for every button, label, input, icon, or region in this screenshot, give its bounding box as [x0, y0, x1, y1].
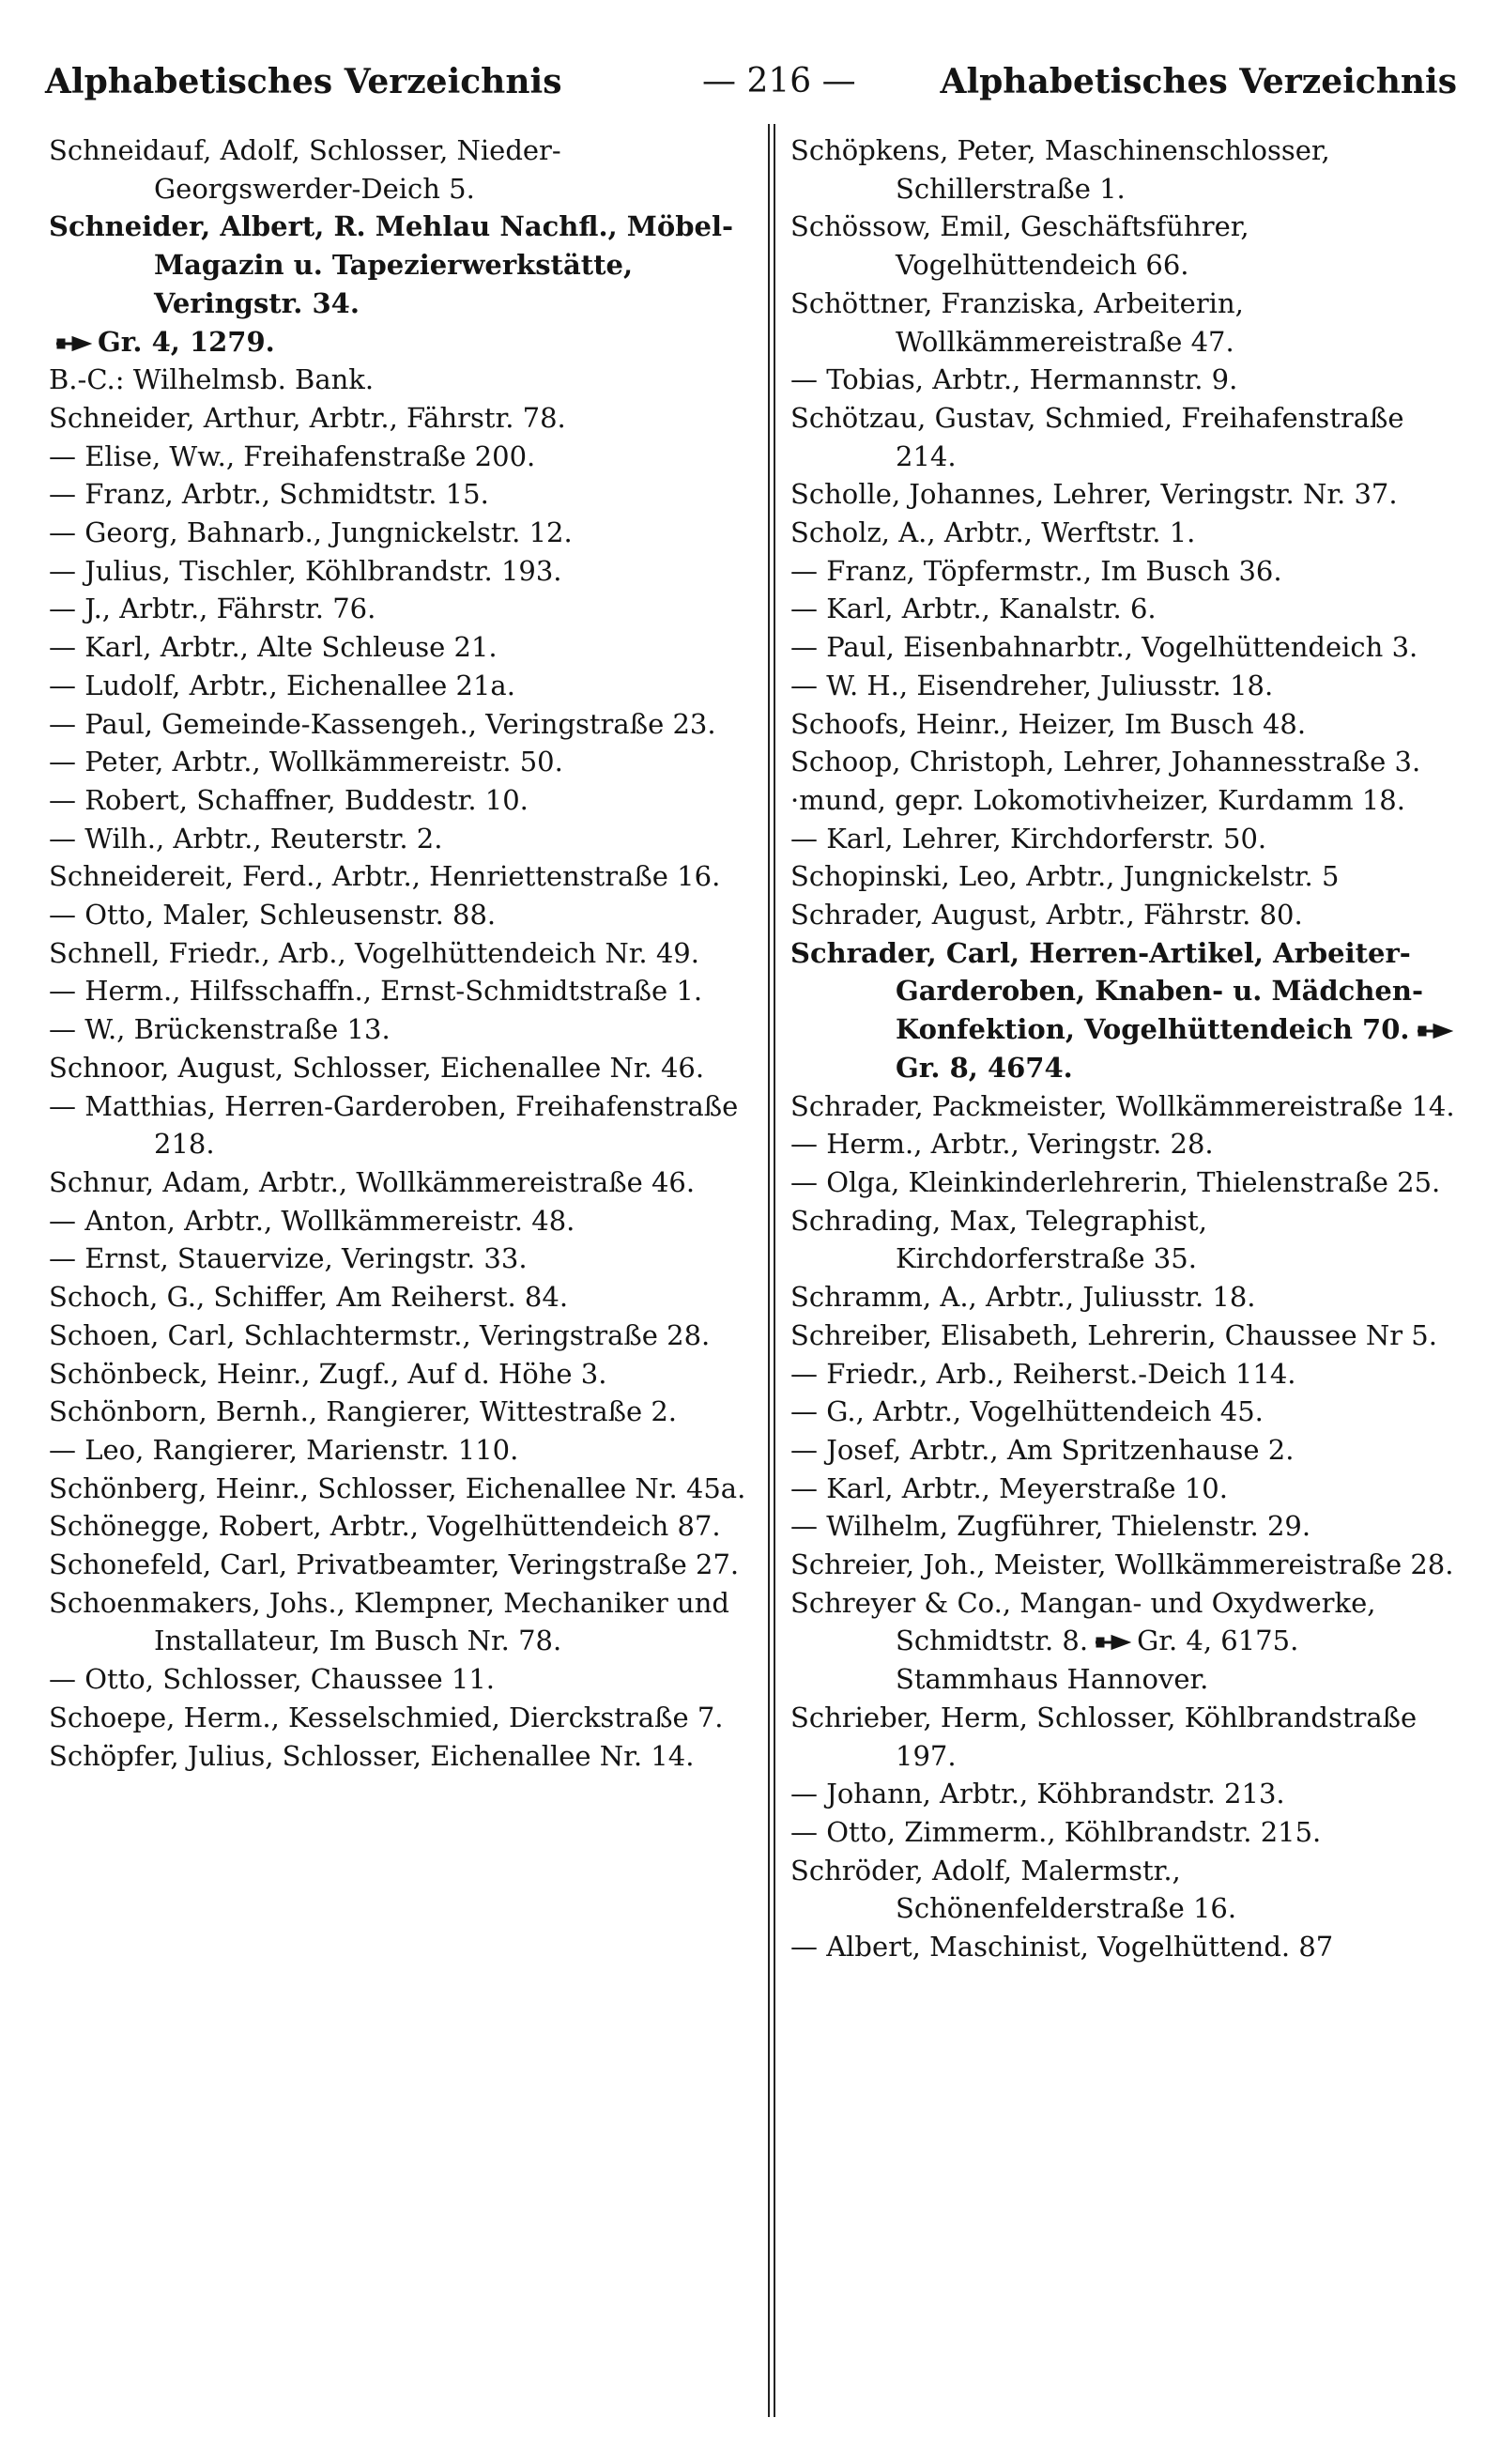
directory-entry — [790, 934, 1464, 1087]
entry-text: Schnoor, August, Schlosser, Eichenallee Nr. 46. — [49, 1051, 705, 1084]
directory-entry — [49, 361, 755, 399]
entry-text: Schreyer & Co., Mangan- und Oxydwerke, Schmidtstr. 8. — [790, 1586, 1376, 1657]
directory-entry — [49, 1546, 755, 1584]
entry-text: Schramm, A., Arbtr., Juliusstr. 18. — [790, 1281, 1256, 1314]
directory-entry — [790, 208, 1464, 284]
entry-text: Schoop, Christoph, Lehrer, Johannesstraße 3. — [790, 746, 1421, 778]
entry-text: — Josef, Arbtr., Am Spritzenhause 2. — [790, 1433, 1295, 1466]
directory-entry — [49, 208, 755, 322]
directory-entry — [49, 1355, 755, 1394]
directory-entry — [790, 1546, 1464, 1584]
directory-entry — [790, 1393, 1464, 1431]
directory-entry — [49, 781, 755, 820]
directory-entry — [790, 743, 1464, 781]
entry-text: Schoch, G., Schiffer, Am Reiherst. 84. — [49, 1281, 569, 1314]
entry-text: Schrader, August, Arbtr., Fährstr. 80. — [790, 899, 1303, 932]
entry-text: — G., Arbtr., Vogelhüttendeich 45. — [790, 1395, 1264, 1428]
entry-text: Schreier, Joh., Meister, Wollkämmereistraße 28. — [790, 1548, 1454, 1581]
directory-entry — [49, 1737, 755, 1776]
page-number: — 216 — — [702, 62, 856, 100]
entry-text: — Elise, Ww., Freihafenstraße 200. — [49, 439, 536, 472]
entry-text: Schrader, Carl, Herren-Artikel, Arbeiter-Garderoben, Knaben- u. Mädchen-Konfektion, Vogelhüttendeich 70. — [790, 936, 1423, 1046]
entry-text: B.-C.: Wilhelmsb. Bank. — [49, 363, 375, 396]
directory-entry — [790, 1813, 1464, 1852]
entry-text: — Herm., Arbtr., Veringstr. 28. — [790, 1128, 1214, 1161]
directory-entry — [790, 1584, 1464, 1699]
entry-text: Schneider, Arthur, Arbtr., Fährstr. 78. — [49, 401, 566, 434]
entry-text: Schnur, Adam, Arbtr., Wollkämmereistraße 46. — [49, 1165, 696, 1198]
entry-text: Schrader, Packmeister, Wollkämmereistraße 14. — [790, 1089, 1455, 1122]
directory-entry — [790, 1431, 1464, 1470]
entry-text: — Paul, Eisenbahnarbtr., Vogelhüttendeich 3. — [790, 631, 1418, 664]
directory-entry — [49, 667, 755, 705]
page-header — [45, 58, 1457, 105]
column-divider — [768, 124, 775, 2417]
directory-entry — [49, 323, 755, 362]
entry-text: — Franz, Arbtr., Schmidtstr. 15. — [49, 478, 489, 511]
entry-text: — Robert, Schaffner, Buddestr. 10. — [49, 783, 529, 816]
directory-entry — [49, 514, 755, 552]
directory-entry — [790, 1125, 1464, 1163]
entry-text: — Otto, Maler, Schleusenstr. 88. — [49, 899, 497, 932]
directory-entry — [49, 131, 755, 208]
entry-text: Schönegge, Robert, Arbtr., Vogelhüttendeich 87. — [49, 1510, 721, 1543]
directory-entry — [49, 1431, 755, 1470]
entry-text: — Leo, Rangierer, Marienstr. 110. — [49, 1433, 519, 1466]
entry-text: Schnell, Friedr., Arb., Vogelhüttendeich Nr. 49. — [49, 936, 699, 969]
entry-text: Schoofs, Heinr., Heizer, Im Busch 48. — [790, 707, 1307, 740]
directory-entry — [790, 514, 1464, 552]
entry-text: Schönborn, Bernh., Rangierer, Wittestraße 2. — [49, 1395, 678, 1428]
telephone-icon — [54, 335, 92, 352]
entry-text: Schöpkens, Peter, Maschinenschlosser, Schillerstraße 1. — [790, 134, 1330, 205]
entry-text: Schönbeck, Heinr., Zugf., Auf d. Höhe 3. — [49, 1357, 607, 1390]
directory-entry — [790, 1317, 1464, 1355]
entry-text: — Albert, Maschinist, Vogelhüttend. 87 — [790, 1931, 1334, 1964]
entry-text: — Ernst, Stauervize, Veringstr. 33. — [49, 1242, 528, 1275]
left-column — [49, 131, 755, 1775]
directory-entry — [790, 1278, 1464, 1317]
directory-entry — [790, 1355, 1464, 1394]
directory-entry — [790, 667, 1464, 705]
directory-entry — [790, 896, 1464, 934]
entry-text: — Olga, Kleinkinderlehrerin, Thielenstraße 25. — [790, 1165, 1441, 1198]
entry-text: — W., Brückenstraße 13. — [49, 1013, 391, 1046]
entry-text: Schreiber, Elisabeth, Lehrerin, Chaussee Nr 5. — [790, 1318, 1437, 1351]
entry-text: — Karl, Lehrer, Kirchdorferstr. 50. — [790, 822, 1267, 855]
entry-text: — Ludolf, Arbtr., Eichenallee 21a. — [49, 669, 515, 701]
right-column — [790, 131, 1464, 1966]
entry-text: — Wilh., Arbtr., Reuterstr. 2. — [49, 822, 443, 855]
entry-text: — Tobias, Arbtr., Hermannstr. 9. — [790, 363, 1238, 396]
entry-text: Schönberg, Heinr., Schlosser, Eichenallee Nr. 45a. — [49, 1471, 746, 1504]
directory-entry — [49, 1163, 755, 1202]
directory-entry — [49, 972, 755, 1010]
directory-entry — [49, 820, 755, 858]
entry-text: ·mund, gepr. Lokomotivheizer, Kurdamm 18. — [790, 783, 1405, 816]
directory-entry — [790, 1699, 1464, 1775]
directory-entry — [49, 1049, 755, 1087]
directory-entry — [49, 1240, 755, 1278]
entry-text: Schoen, Carl, Schlachtermstr., Veringstraße 28. — [49, 1318, 711, 1351]
directory-entry — [49, 1660, 755, 1699]
directory-entry — [790, 628, 1464, 667]
telephone-icon — [1416, 1023, 1453, 1040]
directory-entry — [790, 475, 1464, 514]
directory-entry — [49, 590, 755, 628]
directory-entry — [49, 475, 755, 514]
entry-text: — Paul, Gemeinde-Kassengeh., Veringstraße 23. — [49, 707, 716, 740]
entry-phone: Gr. 4, 6175. Stammhaus Hannover. — [896, 1625, 1299, 1696]
directory-entry — [790, 1087, 1464, 1126]
entry-text: Gr. 4, 1279. — [98, 325, 275, 358]
entry-text: — J., Arbtr., Fährstr. 76. — [49, 593, 376, 625]
directory-entry — [49, 1699, 755, 1737]
directory-entry — [49, 628, 755, 667]
directory-entry — [790, 1202, 1464, 1278]
directory-entry — [49, 1087, 755, 1163]
directory-entry — [790, 285, 1464, 361]
directory-entry — [790, 361, 1464, 399]
entry-text: — Anton, Arbtr., Wollkämmereistr. 48. — [49, 1204, 575, 1237]
directory-entry — [49, 857, 755, 896]
directory-entry — [790, 131, 1464, 208]
directory-entry — [790, 1928, 1464, 1966]
entry-text: Scholz, A., Arbtr., Werftstr. 1. — [790, 516, 1196, 549]
entry-text: — Herm., Hilfsschaffn., Ernst-Schmidtstraße 1. — [49, 975, 703, 1008]
directory-entry — [790, 552, 1464, 591]
entry-text: Schonefeld, Carl, Privatbeamter, Veringstraße 27. — [49, 1548, 740, 1581]
directory-entry — [49, 1507, 755, 1546]
directory-entry — [790, 1470, 1464, 1508]
entry-text: Schössow, Emil, Geschäftsführer, Vogelhüttendeich 66. — [790, 210, 1249, 282]
entry-text: — Karl, Arbtr., Alte Schleuse 21. — [49, 631, 498, 664]
directory-entry — [49, 1393, 755, 1431]
entry-text: — Peter, Arbtr., Wollkämmereistr. 50. — [49, 746, 563, 778]
entry-text: Schrading, Max, Telegraphist, Kirchdorferstraße 35. — [790, 1204, 1207, 1275]
directory-entry — [790, 820, 1464, 858]
directory-entry — [49, 1202, 755, 1240]
entry-text: Schöpfer, Julius, Schlosser, Eichenallee Nr. 14. — [49, 1739, 695, 1772]
directory-entry — [49, 934, 755, 973]
entry-text: — Karl, Arbtr., Meyerstraße 10. — [790, 1471, 1228, 1504]
entry-text: — Karl, Arbtr., Kanalstr. 6. — [790, 593, 1157, 625]
entry-text: — Julius, Tischler, Köhlbrandstr. 193. — [49, 554, 562, 587]
entry-text: Schoepe, Herm., Kesselschmied, Dierckstraße 7. — [49, 1701, 724, 1733]
directory-entry — [49, 1278, 755, 1317]
directory-entry — [790, 1775, 1464, 1813]
entry-text: — Otto, Zimmerm., Köhlbrandstr. 215. — [790, 1815, 1322, 1848]
directory-entry — [49, 743, 755, 781]
directory-entry — [790, 857, 1464, 896]
directory-entry — [49, 705, 755, 744]
directory-entry — [790, 781, 1464, 820]
entry-text: — Matthias, Herren-Garderoben, Freihafenstraße 218. — [49, 1089, 739, 1161]
entry-text: Schneidereit, Ferd., Arbtr., Henriettenstraße 16. — [49, 860, 721, 893]
entry-phone: Gr. 8, 4674. — [896, 1051, 1073, 1084]
directory-entry — [49, 1584, 755, 1660]
entry-text: — Georg, Bahnarb., Jungnickelstr. 12. — [49, 516, 573, 549]
directory-entry — [49, 399, 755, 438]
directory-entry — [790, 1163, 1464, 1202]
entry-text: — Friedr., Arb., Reiherst.-Deich 114. — [790, 1357, 1296, 1390]
directory-entry — [49, 1010, 755, 1049]
directory-entry — [790, 1507, 1464, 1546]
directory-entry — [790, 1852, 1464, 1928]
directory-entry — [790, 399, 1464, 475]
telephone-icon — [1094, 1634, 1131, 1651]
directory-entry — [49, 1317, 755, 1355]
entry-text: Schoenmakers, Johs., Klempner, Mechaniker und Installateur, Im Busch Nr. 78. — [49, 1586, 729, 1657]
entry-text: Schöttner, Franziska, Arbeiterin, Wollkämmereistraße 47. — [790, 286, 1244, 358]
entry-text: — Otto, Schlosser, Chaussee 11. — [49, 1663, 496, 1696]
directory-entry — [790, 705, 1464, 744]
directory-entry — [49, 438, 755, 476]
entry-text: Schneidauf, Adolf, Schlosser, Nieder-Georgswerder-Deich 5. — [49, 134, 561, 205]
directory-entry — [790, 590, 1464, 628]
entry-text: — Wilhelm, Zugführer, Thielenstr. 29. — [790, 1510, 1311, 1543]
directory-entry — [49, 552, 755, 591]
running-head-right: Alphabetisches Verzeichnis — [940, 62, 1457, 101]
entry-text: Schrieber, Herm, Schlosser, Köhlbrandstraße 197. — [790, 1701, 1418, 1772]
entry-text: Schröder, Adolf, Malermstr., Schönenfelderstraße 16. — [790, 1854, 1237, 1925]
running-head-left: Alphabetisches Verzeichnis — [45, 62, 562, 101]
entry-text: — Johann, Arbtr., Köhbrandstr. 213. — [790, 1778, 1285, 1810]
directory-entry — [49, 1470, 755, 1508]
entry-text: Schopinski, Leo, Arbtr., Jungnickelstr. 5 — [790, 860, 1340, 893]
entry-text: Schötzau, Gustav, Schmied, Freihafenstraße 214. — [790, 401, 1404, 472]
entry-text: Scholle, Johannes, Lehrer, Veringstr. Nr. 37. — [790, 478, 1398, 511]
entry-text: Schneider, Albert, R. Mehlau Nachfl., Möbel-Magazin u. Tapezierwerkstätte, Veringstr. 34. — [49, 210, 733, 319]
entry-text: — W. H., Eisendreher, Juliusstr. 18. — [790, 669, 1274, 701]
directory-entry — [49, 896, 755, 934]
entry-text: — Franz, Töpfermstr., Im Busch 36. — [790, 554, 1282, 587]
